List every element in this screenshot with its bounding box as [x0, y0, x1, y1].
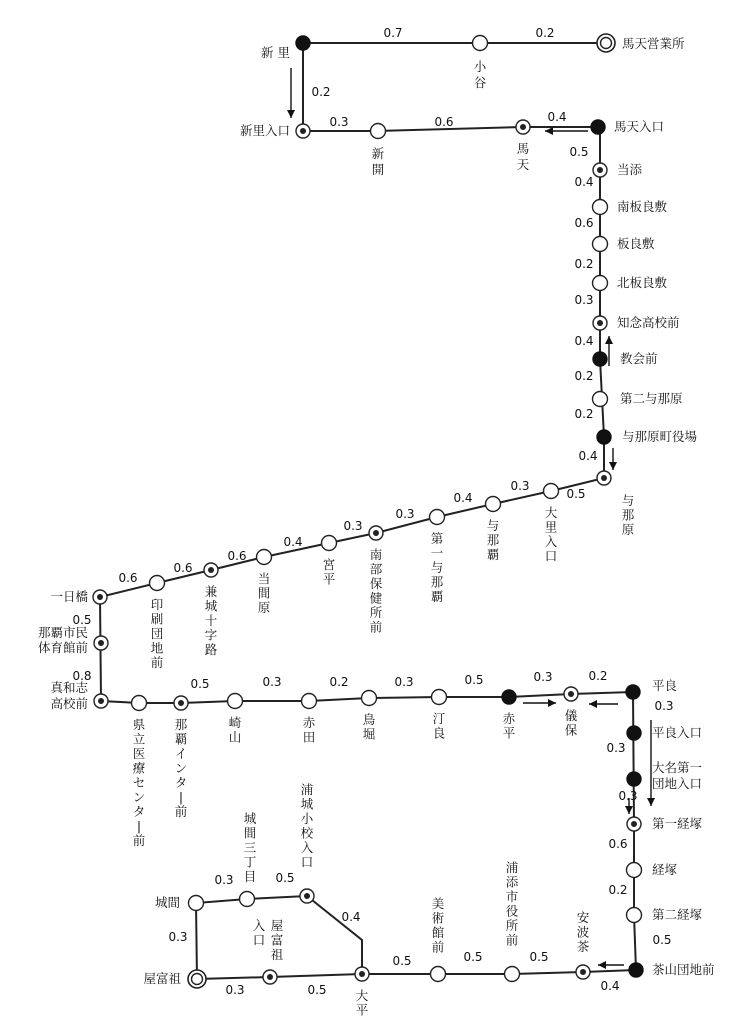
- station-label: 新 里: [261, 45, 290, 60]
- station-open-dot: [627, 908, 642, 923]
- station-black-dot: [591, 120, 605, 134]
- station-label: 赤田: [302, 715, 316, 745]
- station-open-dot: [257, 550, 272, 565]
- station-label: 赤平: [502, 711, 516, 741]
- route-segment-3: [600, 127, 604, 478]
- station-s04[interactable]: [296, 124, 310, 138]
- station-s07[interactable]: [591, 120, 605, 134]
- station-s05[interactable]: [371, 124, 386, 139]
- station-s06[interactable]: [516, 120, 530, 134]
- station-s24[interactable]: [150, 576, 165, 591]
- terminal-inner: [192, 974, 203, 985]
- station-label: 屋富祖: [270, 918, 284, 962]
- distance-label: 0.5: [463, 950, 483, 964]
- station-label: 馬天営業所: [622, 36, 685, 51]
- distance-label: 0.2: [574, 369, 594, 383]
- station-label: 汀良: [432, 711, 446, 741]
- station-open-dot: [371, 124, 386, 139]
- station-s03[interactable]: [597, 34, 615, 52]
- distance-label: 0.5: [392, 954, 412, 968]
- station-ring-center: [98, 698, 104, 704]
- distance-label: 0.5: [464, 673, 484, 687]
- station-open-dot: [593, 237, 608, 252]
- station-open-dot: [593, 392, 608, 407]
- station-open-dot: [240, 892, 255, 907]
- station-ring-center: [597, 167, 603, 173]
- station-s39[interactable]: [627, 817, 641, 831]
- station-s32[interactable]: [362, 691, 377, 706]
- distance-label: 0.3: [225, 983, 245, 997]
- distance-label: 0.2: [574, 407, 594, 421]
- station-label: 知念高校前: [617, 315, 680, 330]
- distance-label: 0.4: [574, 334, 594, 348]
- station-label: 当間原: [257, 571, 271, 615]
- station-label: 県立医療センタ|前: [132, 717, 146, 848]
- station-label: 馬天: [516, 141, 530, 172]
- station-open-dot: [544, 484, 559, 499]
- station-label: 南部保健所前: [369, 547, 383, 635]
- arrowhead: [548, 699, 556, 707]
- distance-label: 0.5: [307, 983, 327, 997]
- station-label: 美術館前: [431, 896, 445, 955]
- station-label: 新里入口: [239, 123, 290, 138]
- station-s43[interactable]: [576, 965, 590, 979]
- station-label: 第一与那覇: [430, 531, 444, 604]
- station-label: 板良敷: [617, 236, 655, 251]
- distance-label: 0.2: [329, 675, 349, 689]
- station-open-dot: [302, 694, 317, 709]
- station-s29[interactable]: [174, 696, 188, 710]
- station-s10[interactable]: [593, 237, 608, 252]
- distance-label: 0.2: [588, 669, 608, 683]
- station-label: 一日橋: [50, 589, 88, 604]
- station-label: 第二経塚: [652, 907, 703, 922]
- station-label: 城間: [154, 895, 180, 910]
- distance-label: 0.6: [608, 837, 628, 851]
- distance-label: 0.5: [275, 871, 295, 885]
- station-label: 屋富祖: [143, 971, 181, 986]
- arrowhead: [647, 798, 655, 806]
- station-ring-center: [601, 475, 607, 481]
- station-open-dot: [431, 967, 446, 982]
- station-label: 与那原: [621, 493, 635, 537]
- station-label: 第二与那原: [620, 391, 683, 406]
- arrowhead: [609, 462, 617, 470]
- station-label: 馬天入口: [614, 119, 665, 134]
- station-black-dot: [627, 726, 641, 740]
- station-s38[interactable]: [627, 772, 641, 786]
- distance-label: 0.4: [574, 175, 594, 189]
- station-label: 平良: [652, 678, 678, 693]
- station-open-dot: [593, 200, 608, 215]
- station-label: 与那覇: [486, 518, 500, 562]
- station-label: 那覇市民体育館前: [37, 625, 88, 655]
- distance-label: 0.3: [510, 479, 530, 493]
- station-s23[interactable]: [204, 563, 218, 577]
- distance-label: 0.3: [654, 699, 674, 713]
- distance-label: 0.2: [311, 85, 331, 99]
- distance-label: 0.5: [72, 613, 92, 627]
- station-label: 大平: [355, 988, 369, 1018]
- station-s02[interactable]: [473, 36, 488, 51]
- station-label: 入口: [252, 918, 266, 948]
- distance-label: 0.3: [533, 670, 553, 684]
- station-s16[interactable]: [597, 471, 611, 485]
- station-black-dot: [593, 352, 607, 366]
- station-ring-center: [597, 320, 603, 326]
- distance-label: 0.5: [529, 950, 549, 964]
- arrowhead: [598, 961, 606, 969]
- distance-label: 0.6: [118, 571, 138, 585]
- distance-label: 0.4: [578, 449, 598, 463]
- distance-label: 0.6: [574, 216, 594, 230]
- distance-label: 0.6: [173, 561, 193, 575]
- station-ring-center: [208, 567, 214, 573]
- distance-label: 0.4: [283, 535, 303, 549]
- distance-label: 0.5: [569, 145, 589, 159]
- station-open-dot: [473, 36, 488, 51]
- station-label: 教会前: [620, 351, 658, 366]
- station-ring-center: [178, 700, 184, 706]
- station-s27[interactable]: [94, 694, 108, 708]
- distance-label: 0.4: [453, 491, 473, 505]
- station-s11[interactable]: [593, 276, 608, 291]
- station-ring-center: [267, 974, 273, 980]
- station-s35[interactable]: [564, 687, 578, 701]
- distance-label: 0.4: [341, 910, 361, 924]
- station-open-dot: [362, 691, 377, 706]
- station-s12[interactable]: [593, 316, 607, 330]
- station-s30[interactable]: [228, 694, 243, 709]
- station-label: 新開: [371, 146, 385, 177]
- distance-label: 0.3: [329, 115, 349, 129]
- distance-label: 0.6: [227, 549, 247, 563]
- station-label: 那覇インタ|前: [174, 717, 188, 819]
- distance-label: 0.2: [574, 257, 594, 271]
- distance-label: 0.5: [190, 677, 210, 691]
- station-label: 印刷団地前: [150, 597, 164, 670]
- distance-label: 0.3: [395, 507, 415, 521]
- route-segment-8: [197, 974, 362, 979]
- station-black-dot: [627, 772, 641, 786]
- station-open-dot: [322, 536, 337, 551]
- distance-label: 0.3: [168, 930, 188, 944]
- station-open-dot: [627, 863, 642, 878]
- station-label: 城間三丁目: [243, 811, 257, 884]
- station-s50[interactable]: [263, 970, 277, 984]
- station-s18[interactable]: [486, 497, 501, 512]
- station-black-dot: [629, 963, 643, 977]
- station-ring-center: [300, 128, 306, 134]
- station-label: 浦添市役所前: [505, 860, 519, 948]
- route-segment-5: [100, 597, 633, 703]
- station-black-dot: [296, 36, 310, 50]
- station-s40[interactable]: [627, 863, 642, 878]
- station-ring-center: [631, 821, 637, 827]
- station-ring-center: [580, 969, 586, 975]
- distance-label: 0.7: [383, 26, 403, 40]
- station-label: 大里入口: [544, 505, 558, 564]
- station-s36[interactable]: [626, 685, 640, 699]
- station-s44[interactable]: [505, 967, 520, 982]
- distance-label: 0.4: [547, 110, 567, 124]
- station-ring-center: [359, 971, 365, 977]
- station-s01[interactable]: [296, 36, 310, 50]
- station-s13[interactable]: [593, 352, 607, 366]
- station-s19[interactable]: [430, 510, 445, 525]
- station-label: 小谷: [473, 59, 487, 90]
- arrowhead: [287, 110, 295, 118]
- station-s51[interactable]: [188, 970, 206, 988]
- station-s17[interactable]: [544, 484, 559, 499]
- station-s34[interactable]: [502, 690, 516, 704]
- station-label: 平良入口: [652, 725, 703, 740]
- terminal-inner: [601, 38, 612, 49]
- station-s26[interactable]: [94, 636, 108, 650]
- station-s37[interactable]: [627, 726, 641, 740]
- station-open-dot: [430, 510, 445, 525]
- station-label: 鳥堀: [362, 712, 376, 742]
- distance-label: 0.5: [566, 487, 586, 501]
- station-s21[interactable]: [322, 536, 337, 551]
- distance-label: 0.6: [434, 115, 454, 129]
- station-black-dot: [502, 690, 516, 704]
- station-label: 与那原町役場: [622, 429, 698, 444]
- station-label: 第一経塚: [652, 816, 703, 831]
- route-segment-4: [100, 478, 604, 597]
- station-s47[interactable]: [300, 889, 314, 903]
- route-segment-7: [362, 970, 636, 974]
- station-label: 当添: [617, 162, 643, 177]
- station-s28[interactable]: [132, 696, 147, 711]
- station-label: 北板良敷: [617, 275, 668, 290]
- station-open-dot: [150, 576, 165, 591]
- station-open-dot: [593, 276, 608, 291]
- station-s42[interactable]: [629, 963, 643, 977]
- distance-label: 0.3: [214, 873, 234, 887]
- distance-label: 0.8: [72, 669, 92, 683]
- stations: [93, 34, 643, 988]
- station-open-dot: [486, 497, 501, 512]
- station-s22[interactable]: [257, 550, 272, 565]
- station-label: 浦城小校入口: [300, 782, 314, 870]
- distance-label: 0.3: [606, 741, 626, 755]
- distance-label: 0.2: [535, 26, 555, 40]
- station-s14[interactable]: [593, 392, 608, 407]
- station-open-dot: [432, 690, 447, 705]
- station-ring-center: [520, 124, 526, 130]
- station-s41[interactable]: [627, 908, 642, 923]
- station-ring-center: [304, 893, 310, 899]
- distance-label: 0.2: [608, 883, 628, 897]
- distance-label: 0.4: [600, 979, 620, 993]
- arrowhead: [625, 806, 633, 814]
- station-open-dot: [228, 694, 243, 709]
- station-ring-center: [98, 640, 104, 646]
- distance-label: 0.5: [652, 933, 672, 947]
- arrowhead: [605, 336, 613, 344]
- station-ring-center: [97, 594, 103, 600]
- station-s25[interactable]: [93, 590, 107, 604]
- station-label: 宮平: [322, 557, 336, 587]
- station-label: 真和志高校前: [50, 680, 88, 711]
- distance-label: 0.3: [574, 293, 594, 307]
- distance-label: 0.3: [343, 519, 363, 533]
- station-ring-center: [568, 691, 574, 697]
- station-black-dot: [626, 685, 640, 699]
- station-label: 大名第一団地入口: [652, 760, 703, 791]
- station-s48[interactable]: [240, 892, 255, 907]
- station-black-dot: [597, 430, 611, 444]
- station-label: 儀保: [564, 708, 578, 738]
- station-label: 崎山: [228, 715, 242, 745]
- station-s20[interactable]: [369, 526, 383, 540]
- station-s08[interactable]: [593, 163, 607, 177]
- station-s15[interactable]: [597, 430, 611, 444]
- station-s09[interactable]: [593, 200, 608, 215]
- station-s31[interactable]: [302, 694, 317, 709]
- distance-label: 0.3: [394, 675, 414, 689]
- station-ring-center: [373, 530, 379, 536]
- station-s49[interactable]: [189, 896, 204, 911]
- station-open-dot: [132, 696, 147, 711]
- station-label: 南板良敷: [617, 199, 668, 214]
- station-open-dot: [505, 967, 520, 982]
- arrowhead: [545, 127, 553, 135]
- station-s33[interactable]: [432, 690, 447, 705]
- station-label: 茶山団地前: [652, 962, 715, 977]
- station-label: 兼城十字路: [204, 584, 218, 657]
- station-label: 安波茶: [576, 910, 590, 954]
- distance-label: 0.3: [618, 789, 638, 803]
- arrowhead: [589, 700, 597, 708]
- distance-label: 0.3: [262, 675, 282, 689]
- station-s45[interactable]: [431, 967, 446, 982]
- station-s46[interactable]: [355, 967, 369, 981]
- station-open-dot: [189, 896, 204, 911]
- station-label: 経塚: [652, 862, 678, 877]
